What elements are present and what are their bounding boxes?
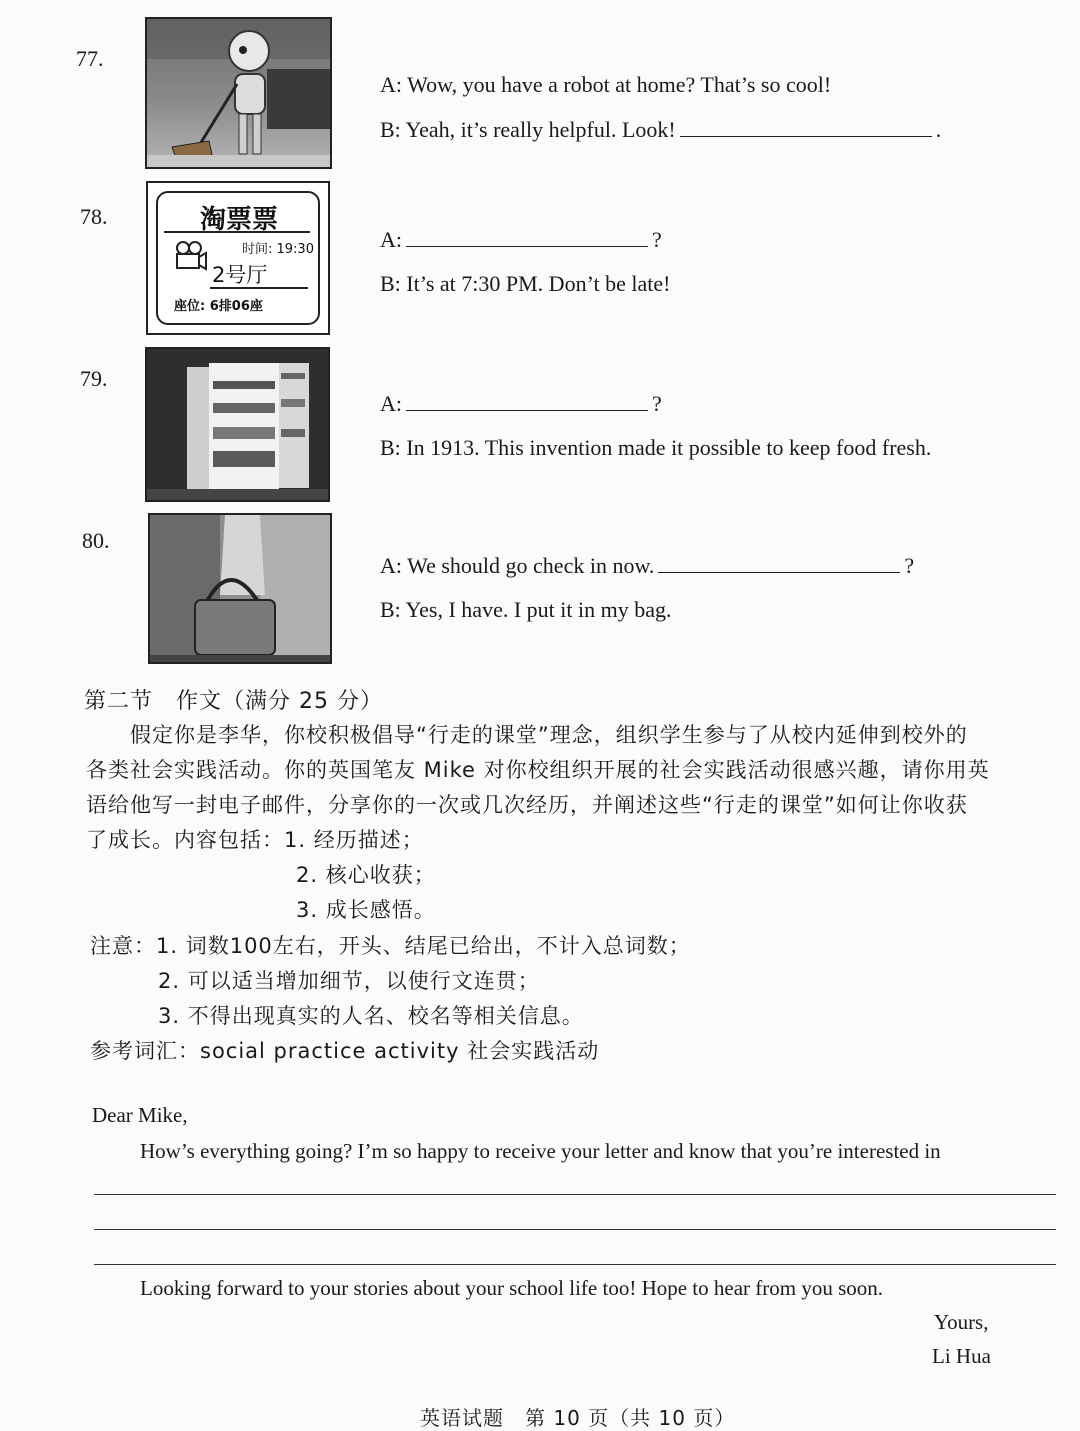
prompt-line-1: 假定你是李华，你校积极倡导“行走的课堂”理念，组织学生参与了从校内延伸到校外的 (130, 723, 968, 747)
q78-line-a (380, 226, 662, 253)
question-number-80: 80. (82, 528, 110, 553)
q80-line-a-text: A: We should go check in now. (380, 553, 655, 578)
q77-line-b (380, 116, 941, 143)
ticket-title: 淘票票 (200, 205, 279, 235)
content-item-2: 2. 核心收获； (296, 863, 436, 887)
content-item-3: 3. 成长感悟。 (296, 898, 436, 922)
letter-opening: How’s everything going? I’m so happy to receive your letter and know that you’re interested in (140, 1139, 941, 1163)
q78-line-a-suffix: ? (652, 227, 662, 252)
q80-line-b: B: Yes, I have. I put it in my bag. (380, 597, 672, 622)
q77-line-b-suffix: . (935, 117, 942, 142)
ticket-divider-bottom (210, 287, 308, 289)
q77-line-a: A: Wow, you have a robot at home? That’s so cool! (380, 72, 832, 97)
question-number-79: 79. (80, 366, 108, 391)
letter-closing: Looking forward to your stories about your school life too! Hope to hear from you soon. (140, 1276, 884, 1300)
note-1: 注意：1. 词数100左右，开头、结尾已给出，不计入总词数； (90, 934, 691, 958)
q80-line-a (380, 552, 914, 579)
q77-line-b-text: B: Yeah, it’s really helpful. Look! (380, 117, 676, 142)
movie-ticket (146, 181, 330, 335)
section-heading: 第二节 作文（满分 25 分） (84, 689, 383, 714)
question-number-78: 78. (80, 204, 108, 229)
reference-vocabulary: 参考词汇：social practice activity 社会实践活动 (90, 1039, 600, 1063)
q80-line-a-suffix: ? (904, 553, 915, 578)
ticket-time: 时间: 19:30 (242, 242, 314, 257)
q78-line-a-text: A: (380, 227, 402, 252)
film-camera-icon (174, 241, 208, 271)
prompt-line-3: 语给他写一封电子邮件，分享你的一次或几次经历，并阐述这些“行走的课堂”如何让你收获 (86, 793, 968, 817)
letter-greeting: Dear Mike, (92, 1103, 188, 1127)
q78-line-b: B: It’s at 7:30 PM. Don’t be late! (380, 271, 671, 296)
writing-line-2[interactable] (94, 1229, 1056, 1230)
letter-signoff: Yours, (934, 1310, 989, 1334)
robot-sweeping-photo (145, 17, 332, 169)
ticket-divider-top (164, 231, 310, 233)
ticket-seat: 座位: 6排06座 (174, 299, 263, 314)
letter-signature: Li Hua (932, 1344, 991, 1368)
q79-line-b: B: In 1913. This invention made it possible to keep food fresh. (380, 435, 932, 460)
q78-answer-blank[interactable] (406, 226, 648, 247)
q79-line-a-suffix: ? (652, 391, 662, 416)
note-2: 2. 可以适当增加细节，以使行文连贯； (158, 969, 540, 993)
q79-line-a-text: A: (380, 391, 402, 416)
q77-answer-blank[interactable] (680, 116, 932, 137)
writing-line-3[interactable] (94, 1264, 1056, 1265)
writing-line-1[interactable] (94, 1194, 1056, 1195)
handbag-photo (148, 513, 332, 664)
q80-answer-blank[interactable] (658, 552, 900, 573)
note-3: 3. 不得出现真实的人名、校名等相关信息。 (158, 1004, 584, 1028)
prompt-line-4: 了成长。内容包括：1. 经历描述； (86, 828, 424, 852)
refrigerator-photo (145, 347, 330, 502)
ticket-hall: 2号厅 (212, 263, 268, 287)
question-number-77: 77. (76, 46, 104, 71)
prompt-line-2: 各类社会实践活动。你的英国笔友 Mike 对你校组织开展的社会实践活动很感兴趣，请你用英 (86, 758, 990, 782)
q79-line-a (380, 390, 662, 417)
q79-answer-blank[interactable] (406, 390, 648, 411)
page-footer: 英语试题 第 10 页（共 10 页） (420, 1406, 736, 1430)
